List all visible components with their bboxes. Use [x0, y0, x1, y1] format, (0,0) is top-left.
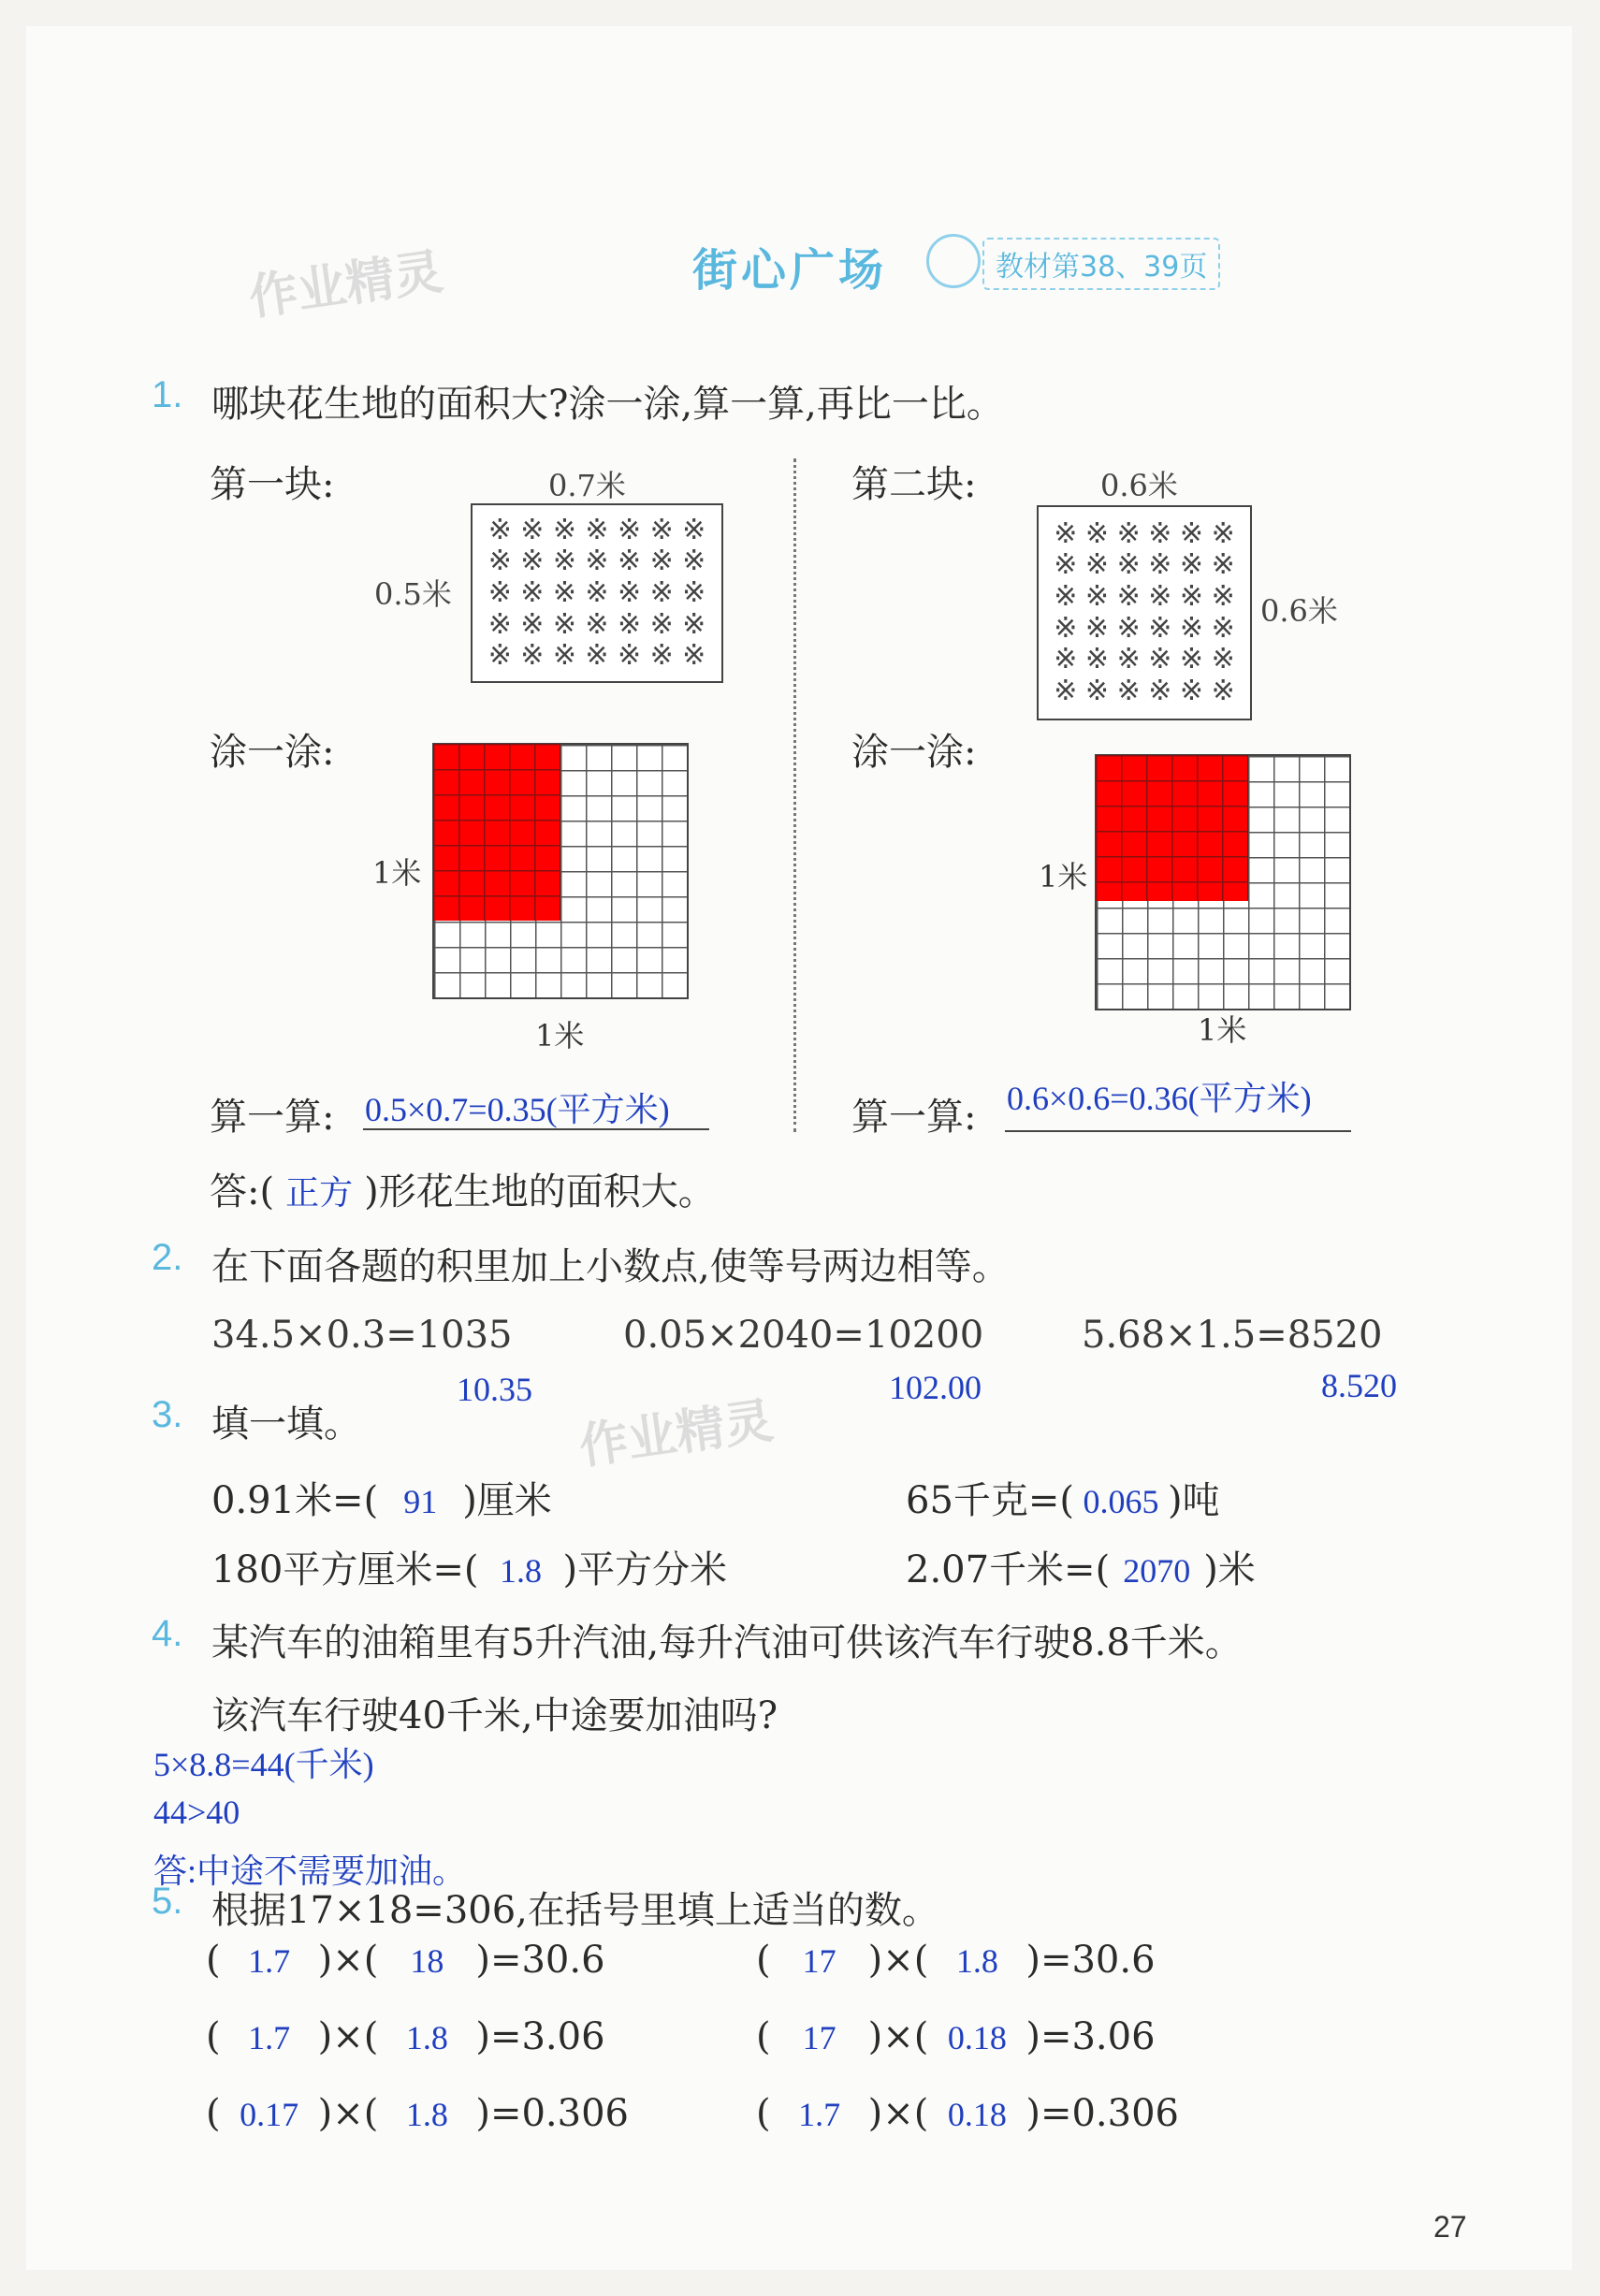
q1-answer: 正方: [285, 1174, 354, 1212]
q2-expr-1: 34.5×0.3=1035: [211, 1314, 513, 1357]
q4-work-2: 44>40: [153, 1794, 240, 1831]
question-1-text: 哪块花生地的面积大?涂一涂,算一算,再比一比。: [211, 383, 1004, 426]
question-1-number: 1.: [152, 374, 183, 415]
block1-paint-label: 涂一涂:: [210, 731, 335, 774]
peanut-plant-icon: ※: [585, 607, 609, 641]
shaded-area-1: [433, 744, 560, 921]
peanut-plant-icon: ※: [1211, 580, 1235, 614]
block2-label: 第二块:: [851, 463, 977, 506]
peanut-plant-icon: ※: [520, 513, 545, 546]
peanut-plant-icon: ※: [1084, 516, 1110, 550]
peanut-plant-icon: ※: [520, 639, 545, 673]
peanut-plant-icon: ※: [1179, 516, 1204, 550]
page-number: 27: [1433, 2210, 1467, 2244]
block2-paint-label: 涂一涂:: [851, 731, 977, 774]
q2-expr-3: 5.68×1.5=8520: [1082, 1314, 1383, 1357]
q5-item: ( 1.7 )×( 1.8 )=3.06: [206, 2015, 605, 2058]
peanut-plant-icon: ※: [1148, 516, 1172, 550]
shaded-area-2: [1096, 755, 1248, 901]
peanut-plant-icon: ※: [1084, 675, 1110, 708]
q3-item-4: 2.07千米=( 2070 )米: [906, 1548, 1256, 1591]
block1-label: 第一块:: [210, 463, 335, 506]
peanut-plant-icon: ※: [1179, 675, 1204, 708]
block1-calc-label: 算一算:: [210, 1096, 335, 1139]
peanut-plant-icon: ※: [649, 639, 674, 673]
q2-answer-3: 8.520: [1321, 1367, 1397, 1404]
peanut-plant-icon: ※: [585, 545, 609, 578]
peanut-plant-icon: ※: [1179, 611, 1204, 645]
peanut-plant-icon: ※: [649, 575, 674, 609]
peanut-plant-icon: ※: [487, 639, 512, 673]
peanut-plant-icon: ※: [682, 607, 706, 641]
q3-item-3: 180平方厘米=( 1.8 )平方分米: [211, 1548, 728, 1591]
peanut-plant-icon: ※: [1084, 580, 1110, 614]
block2-meter-bottom: 1米: [1198, 1012, 1247, 1048]
question-3-text: 填一填。: [211, 1402, 361, 1446]
peanut-plant-icon: ※: [552, 575, 576, 609]
q5-item: ( 1.7 )×( 0.18 )=0.306: [756, 2092, 1179, 2135]
peanut-plant-icon: ※: [1116, 611, 1141, 645]
peanut-plant-icon: ※: [487, 545, 512, 578]
peanut-plant-icon: ※: [1116, 675, 1141, 708]
peanut-plant-icon: ※: [1054, 611, 1078, 645]
peanut-field-1: [471, 503, 723, 683]
q3-item-2: 65千克=( 0.065 )吨: [906, 1479, 1220, 1522]
q4-work-3: 答:中途不需要加油。: [153, 1853, 467, 1890]
block1-meter-side: 1米: [372, 855, 422, 891]
cloud-icon: [926, 234, 981, 288]
peanut-plant-icon: ※: [617, 575, 642, 609]
peanut-plant-icon: ※: [520, 607, 545, 641]
block2-top-length: 0.6米: [1100, 468, 1178, 503]
peanut-plant-icon: ※: [1211, 516, 1235, 550]
q5-item: ( 1.7 )×( 18 )=30.6: [206, 1939, 605, 1982]
peanut-plant-icon: ※: [552, 545, 576, 578]
block2-side-length: 0.6米: [1260, 593, 1338, 629]
block1-side-length: 0.5米: [374, 576, 452, 612]
block1-calc-underline: [363, 1128, 709, 1130]
peanut-plant-icon: ※: [1084, 643, 1110, 676]
peanut-plant-icon: ※: [585, 513, 609, 546]
peanut-plant-icon: ※: [617, 639, 642, 673]
watermark-2: 作业精灵: [575, 1392, 777, 1476]
peanut-plant-icon: ※: [1148, 548, 1172, 582]
peanut-plant-icon: ※: [552, 639, 576, 673]
peanut-plant-icon: ※: [1054, 516, 1078, 550]
peanut-plant-icon: ※: [552, 607, 576, 641]
q2-answer-1: 10.35: [457, 1371, 532, 1408]
q1-answer-line: 答:( 正方 )形花生地的面积大。: [210, 1170, 716, 1213]
watermark: 作业精灵: [245, 243, 446, 327]
peanut-plant-icon: ※: [617, 607, 642, 641]
peanut-plant-icon: ※: [552, 513, 576, 546]
question-4-number: 4.: [152, 1613, 183, 1654]
block2-calc-underline: [1005, 1130, 1351, 1132]
q5-item: ( 17 )×( 0.18 )=3.06: [756, 2015, 1156, 2058]
peanut-plant-icon: ※: [1148, 643, 1172, 676]
peanut-plant-icon: ※: [1148, 580, 1172, 614]
peanut-plant-icon: ※: [1054, 580, 1078, 614]
q5-item: ( 17 )×( 1.8 )=30.6: [756, 1939, 1156, 1982]
peanut-plant-icon: ※: [1211, 611, 1235, 645]
q5-item: ( 0.17 )×( 1.8 )=0.306: [206, 2092, 629, 2135]
q4-work-1: 5×8.8=44(千米): [153, 1746, 374, 1783]
question-2-number: 2.: [152, 1237, 183, 1278]
question-4-line-2: 该汽车行驶40千米,中途要加油吗?: [211, 1694, 778, 1737]
peanut-plant-icon: ※: [1116, 548, 1141, 582]
peanut-plant-icon: ※: [649, 513, 674, 546]
peanut-plant-icon: ※: [487, 575, 512, 609]
peanut-plant-icon: ※: [682, 639, 706, 673]
peanut-plant-icon: ※: [1054, 675, 1078, 708]
peanut-plant-icon: ※: [1084, 548, 1110, 582]
peanut-plant-icon: ※: [1179, 580, 1204, 614]
q3-item-1: 0.91米=( 91 )厘米: [211, 1479, 552, 1522]
peanut-plant-icon: ※: [682, 545, 706, 578]
block1-calc-answer: 0.5×0.7=0.35(平方米): [365, 1091, 670, 1128]
block2-meter-side: 1米: [1039, 859, 1088, 894]
peanut-plant-icon: ※: [1148, 675, 1172, 708]
q2-answer-2: 102.00: [889, 1369, 982, 1406]
peanut-plant-icon: ※: [617, 513, 642, 546]
block1-top-length: 0.7米: [548, 468, 626, 503]
section-title: 街心广场: [692, 244, 888, 297]
peanut-plant-icon: ※: [1116, 643, 1141, 676]
peanut-plant-icon: ※: [1116, 580, 1141, 614]
peanut-plant-icon: ※: [1179, 548, 1204, 582]
question-3-number: 3.: [152, 1394, 183, 1435]
block2-calc-label: 算一算:: [851, 1096, 977, 1139]
textbook-page-badge: 教材第38、39页: [982, 238, 1220, 290]
q2-expr-2: 0.05×2040=10200: [623, 1314, 984, 1357]
peanut-plant-icon: ※: [1179, 643, 1204, 676]
peanut-plant-icon: ※: [1211, 548, 1235, 582]
peanut-plant-icon: ※: [487, 607, 512, 641]
question-5-number: 5.: [152, 1881, 183, 1922]
peanut-plant-icon: ※: [1211, 675, 1235, 708]
peanut-plant-icon: ※: [1054, 643, 1078, 676]
column-divider: [793, 458, 796, 1132]
peanut-plant-icon: ※: [649, 545, 674, 578]
question-2-text: 在下面各题的积里加上小数点,使等号两边相等。: [211, 1245, 1010, 1288]
peanut-plant-icon: ※: [487, 513, 512, 546]
peanut-field-2: [1037, 505, 1252, 720]
peanut-plant-icon: ※: [585, 639, 609, 673]
peanut-plant-icon: ※: [617, 545, 642, 578]
peanut-plant-icon: ※: [1084, 611, 1110, 645]
peanut-plant-icon: ※: [1116, 516, 1141, 550]
block2-calc-answer: 0.6×0.6=0.36(平方米): [1007, 1080, 1312, 1117]
peanut-plant-icon: ※: [1148, 611, 1172, 645]
question-5-text: 根据17×18=306,在括号里填上适当的数。: [211, 1889, 939, 1932]
peanut-plant-icon: ※: [682, 575, 706, 609]
peanut-plant-icon: ※: [682, 513, 706, 546]
peanut-plant-icon: ※: [1054, 548, 1078, 582]
peanut-plant-icon: ※: [520, 575, 545, 609]
block1-meter-bottom: 1米: [535, 1018, 585, 1054]
question-4-line-1: 某汽车的油箱里有5升汽油,每升汽油可供该汽车行驶8.8千米。: [211, 1621, 1243, 1664]
peanut-plant-icon: ※: [520, 545, 545, 578]
peanut-plant-icon: ※: [1211, 643, 1235, 676]
peanut-plant-icon: ※: [585, 575, 609, 609]
peanut-plant-icon: ※: [649, 607, 674, 641]
